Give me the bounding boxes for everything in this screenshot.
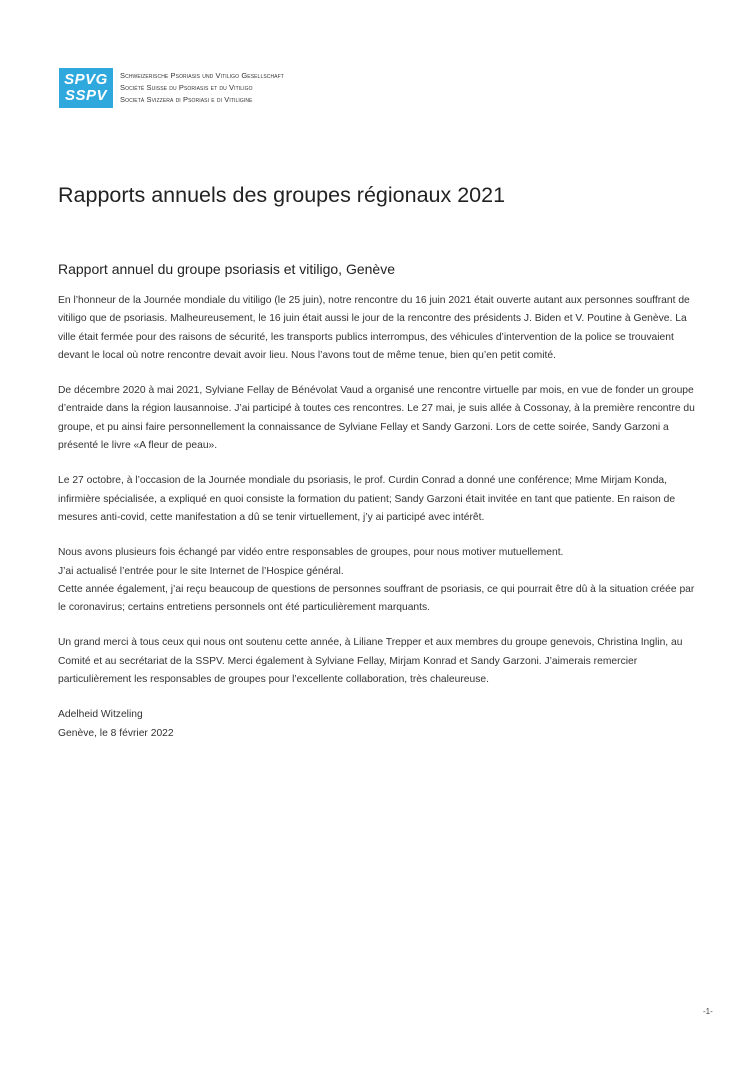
page-number: -1-	[703, 1007, 713, 1016]
report-body	[58, 292, 698, 743]
logo-text-spvg: SPVG	[64, 71, 108, 88]
signature-name: Adelheid Witzeling	[58, 709, 143, 721]
paragraph-4-line-2: J’ai actualisé l’entrée pour le site Internet de l’Hospice général.	[58, 565, 344, 577]
paragraph-1: En l’honneur de la Journée mondiale du vitiligo (le 25 juin), notre rencontre du 16 juin 2021 était ouverte autant aux personnes souffrant de vitiligo que de psoriasis. Malheureusement, le 16 juin était aussi le jour de la rencontre des présidents J. Biden et V. Poutine à Genève. La ville était fermée pour des raisons de sécurité, les transports publics interrompus, des véhicules d’intervention de la police se trouvaient devant le local où notre rencontre devait avoir lieu. Nous l’avons tout de même tenue, bien qu’en petit comité.	[58, 295, 690, 361]
page-title: Rapports annuels des groupes régionaux 2021	[58, 183, 506, 207]
paragraph-2: De décembre 2020 à mai 2021, Sylviane Fellay de Bénévolat Vaud a organisé une rencontre virtuelle par mois, en vue de fonder un groupe d’entraide dans la région lausannoise. J’ai participé à toutes ces rencontres. Le 27 mai, je suis allée à Cossonay, à la première rencontre du groupe, et pu ainsi faire personnellement la connaissance de Sylviane Fellay et Sandy Garzoni. Lors de cette soirée, Sandy Garzoni a présenté le livre «A fleur de peau».	[58, 385, 695, 452]
logo	[59, 68, 113, 108]
logo-text-sspv: SSPV	[64, 87, 108, 104]
paragraph-3: Le 27 octobre, à l’occasion de la Journée mondiale du psoriasis, le prof. Curdin Conrad a donné une conférence; Mme Mirjam Konda, infirmière spécialisée, a expliqué en quoi consiste la formation du patient; Sandy Garzoni était invitée en tant que patiente. En raison de mesures anti-covid, cette manifestation a dû se tenir virtuellement, j’y ai participé avec intérêt.	[58, 475, 676, 523]
paragraph-4-line-3: Cette année également, j’ai reçu beaucoup de questions de personnes souffrant de psoriasis, ce qui pourrait être dû à la situation créée par le coronavirus; certains entretiens personnels ont été particulièrement marquants.	[58, 583, 695, 614]
org-name-french: Société Suisse du Psoriasis et du Vitiligo	[120, 83, 253, 92]
org-name-german: Schweizerische Psoriasis und Vitiligo Gesellschaft	[120, 71, 284, 80]
paragraph-5: Un grand merci à tous ceux qui nous ont soutenu cette année, à Liliane Trepper et aux membres du groupe genevois, Christina Inglin, au Comité et au secrétariat de la SSPV. Merci également à Sylviane Fellay, Mirjam Konrad et Sandy Garzoni. J’aimerais remercier particulièrement les responsables de groupes pour l’excellente collaboration, très chaleureuse.	[58, 637, 683, 686]
report-subtitle: Rapport annuel du groupe psoriasis et vitiligo, Genève	[58, 261, 395, 277]
signature	[58, 706, 698, 743]
organization-names	[120, 70, 284, 106]
org-name-italian: Società Svizzera di Psoriasi e di Vitiligine	[120, 95, 253, 104]
paragraph-4-line-1: Nous avons plusieurs fois échangé par vidéo entre responsables de groupes, pour nous motiver mutuellement.	[58, 547, 564, 559]
signature-place-date: Genève, le 8 février 2022	[58, 727, 174, 739]
paragraph-4	[58, 544, 698, 617]
